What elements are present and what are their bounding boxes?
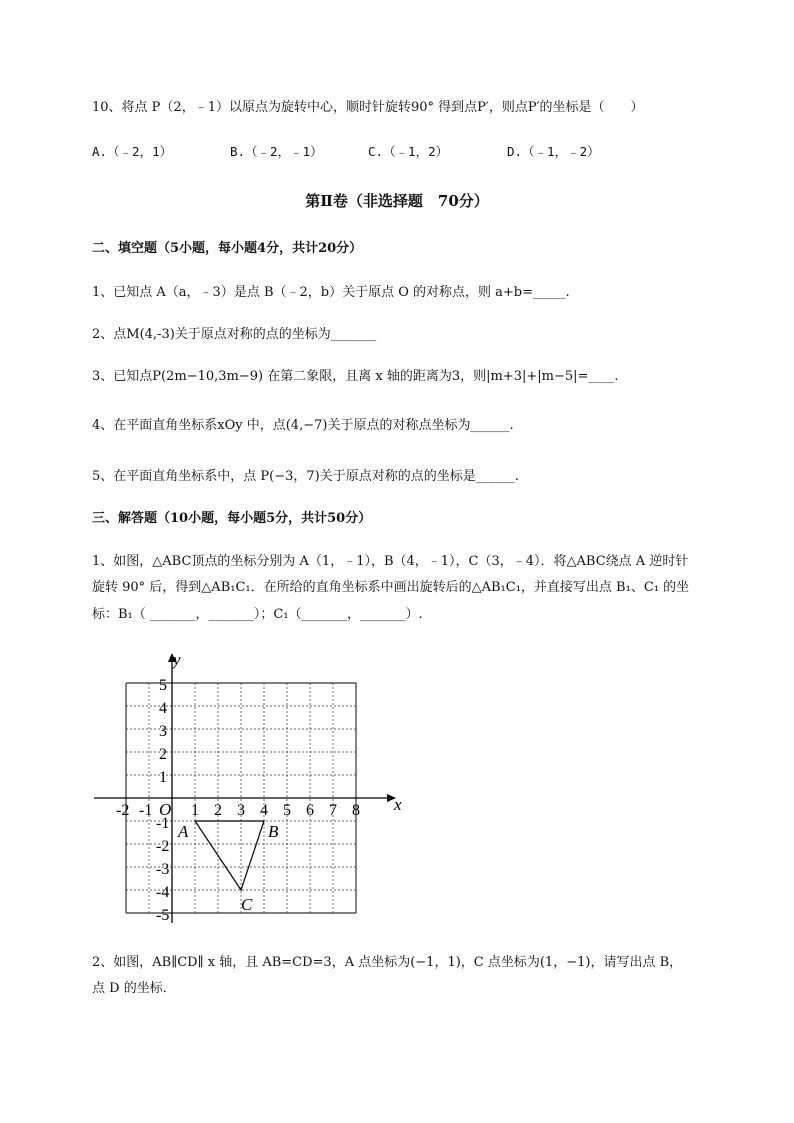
x-tick-label: -1 bbox=[139, 802, 153, 819]
x-tick-label: 5 bbox=[283, 802, 291, 819]
fill-item-5: 5、在平面直角坐标系中，点 P(−3，7)关于原点对称的点的坐标是______. bbox=[92, 469, 519, 484]
point-label-c: C bbox=[241, 895, 253, 914]
y-tick-label: -3 bbox=[156, 861, 170, 878]
y-tick-label: 2 bbox=[159, 746, 167, 763]
q10-text: 10、将点 P（2，﹣1）以原点为旋转中心，顺时针旋转90° 得到点P′，则点P′的坐标是（ ） bbox=[92, 100, 644, 115]
fill-item-4: 4、在平面直角坐标系xOy 中，点(4,−7)关于原点的对称点坐标为______. bbox=[92, 418, 514, 433]
y-tick-label: -4 bbox=[156, 884, 170, 901]
part2-title: 第Ⅱ卷（非选择题 70分） bbox=[305, 192, 489, 210]
y-tick-label: 3 bbox=[159, 723, 167, 740]
tick-labels bbox=[116, 677, 360, 924]
origin-label: O bbox=[159, 800, 172, 819]
triangle-abc-shape bbox=[195, 821, 264, 890]
y-tick-label: 4 bbox=[159, 700, 167, 717]
q10-option-d[interactable]: D.（﹣1，﹣2） bbox=[507, 144, 600, 159]
q10-option-a[interactable]: A.（﹣2，1） bbox=[92, 144, 173, 159]
x-tick-label: -2 bbox=[116, 802, 130, 819]
solve-q2-line-1: 2、如图，AB∥CD∥ x 轴，且 AB=CD=3，A 点坐标为(−1，1)，C 点坐标为(1，−1)，请写出点 B， bbox=[92, 955, 683, 970]
x-tick-label: 7 bbox=[329, 802, 337, 819]
y-tick-label: -5 bbox=[156, 907, 170, 924]
q10-option-b[interactable]: B.（﹣2，﹣1） bbox=[230, 144, 323, 159]
fill-item-2: 2、点M(4,-3)关于原点对称的点的坐标为_______ bbox=[92, 327, 377, 342]
solve-q1-line-2: 旋转 90° 后，得到△AB₁C₁．在所给的直角坐标系中画出旋转后的△AB₁C₁，并直接写出点 B₁、C₁ 的坐 bbox=[92, 580, 690, 595]
point-label-b: B bbox=[268, 822, 279, 841]
y-tick-label: 5 bbox=[159, 677, 167, 694]
solve-q1-line-3: 标：B₁（ _______，_______）；C₁（_______，_______）. bbox=[92, 607, 423, 622]
q10-option-c[interactable]: C.（﹣1，2） bbox=[368, 144, 449, 159]
x-tick-label: 6 bbox=[306, 802, 314, 819]
point-label-a: A bbox=[178, 822, 189, 841]
y-tick-label: 1 bbox=[159, 769, 167, 786]
fill-heading: 二、填空题（5小题，每小题4分，共计20分） bbox=[92, 241, 363, 256]
fill-item-3: 3、已知点P(2m−10,3m−9) 在第二象限，且离 x 轴的距离为3，则|m+3|+|m−5|=____. bbox=[92, 369, 619, 384]
y-tick-label: -2 bbox=[156, 838, 170, 855]
y-tick-label: -1 bbox=[156, 815, 170, 832]
x-tick-label: 1 bbox=[191, 802, 199, 819]
x-tick-label: 4 bbox=[260, 802, 268, 819]
fill-item-1: 1、已知点 A（a，﹣3）是点 B（﹣2，b）关于原点 O 的对称点，则 a+b=_____. bbox=[92, 285, 570, 300]
solve-heading: 三、解答题（10小题，每小题5分，共计50分） bbox=[92, 511, 372, 526]
y-axis-label: y bbox=[173, 650, 181, 669]
x-axis-label: x bbox=[394, 795, 402, 814]
x-tick-label: 3 bbox=[237, 802, 245, 819]
solve-q1-line-1: 1、如图，△ABC顶点的坐标分别为 A（1，﹣1），B（4，﹣1），C（3，﹣4）．将△ABC绕点 A 逆时针 bbox=[92, 554, 689, 569]
x-tick-label: 8 bbox=[352, 802, 360, 819]
x-tick-label: 2 bbox=[214, 802, 222, 819]
solve-q2-line-2: 点 D 的坐标． bbox=[92, 981, 176, 996]
